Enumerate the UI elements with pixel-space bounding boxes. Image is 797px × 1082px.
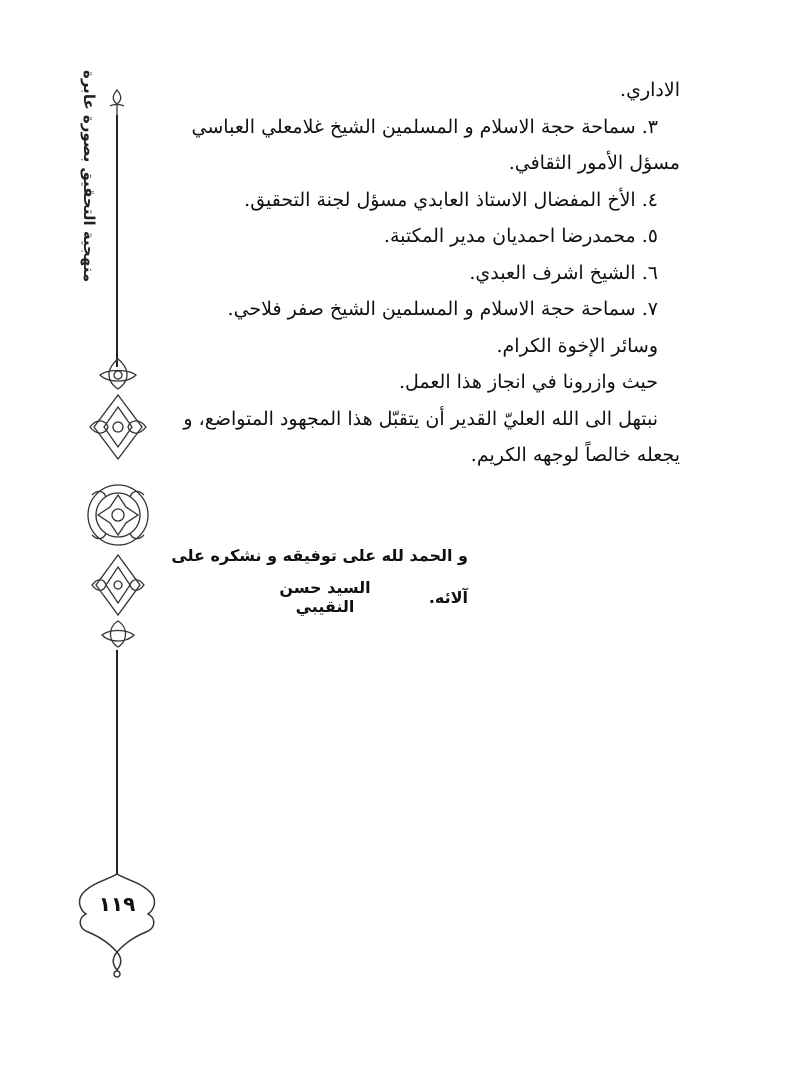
body-text	[155, 72, 680, 474]
margin-rule-upper	[116, 115, 118, 367]
body-line: الاداري.	[620, 79, 680, 101]
body-line: ٥. محمدرضا احمديان مدير المكتبة.	[383, 225, 658, 247]
body-line: نبتهل الى الله العليّ القدير أن يتقبّل هذا المجهود المتواضع، و	[183, 407, 658, 430]
body-line: ٣. سماحة حجة الاسلام و المسلمين الشيخ غلامعلي العباسي	[191, 115, 658, 138]
body-line: مسؤل الأمور الثقافي.	[508, 152, 680, 174]
page-number-cartouche	[72, 870, 162, 980]
margin-ornament-column	[78, 355, 158, 655]
body-line: ٤. الأخ المفضال الاستاذ العابدي مسؤل لجنة التحقيق.	[244, 188, 658, 211]
page-number: ١١٩	[98, 892, 136, 916]
body-line: حيث وازرونا في انجاز هذا العمل.	[398, 371, 658, 393]
cartouche-frame	[72, 870, 162, 980]
body-line: يجعله خالصاً لوجهه الكريم.	[470, 444, 680, 466]
running-head: منهجية التحقيق بصورة عابرة	[80, 69, 98, 282]
closing-praise: و الحمد لله على توفيقه و نشكره على آلائه.	[171, 546, 468, 607]
margin-rule-lower	[116, 650, 118, 875]
body-line: وسائر الإخوة الكرام.	[496, 334, 658, 357]
author-signature: السيد حسن النقيبي	[279, 578, 371, 616]
body-line: ٧. سماحة حجة الاسلام و المسلمين الشيخ صفر فلاحي.	[227, 298, 658, 320]
body-line: ٦. الشيخ اشرف العبدي.	[469, 261, 658, 284]
top-finial-ornament	[106, 88, 128, 118]
